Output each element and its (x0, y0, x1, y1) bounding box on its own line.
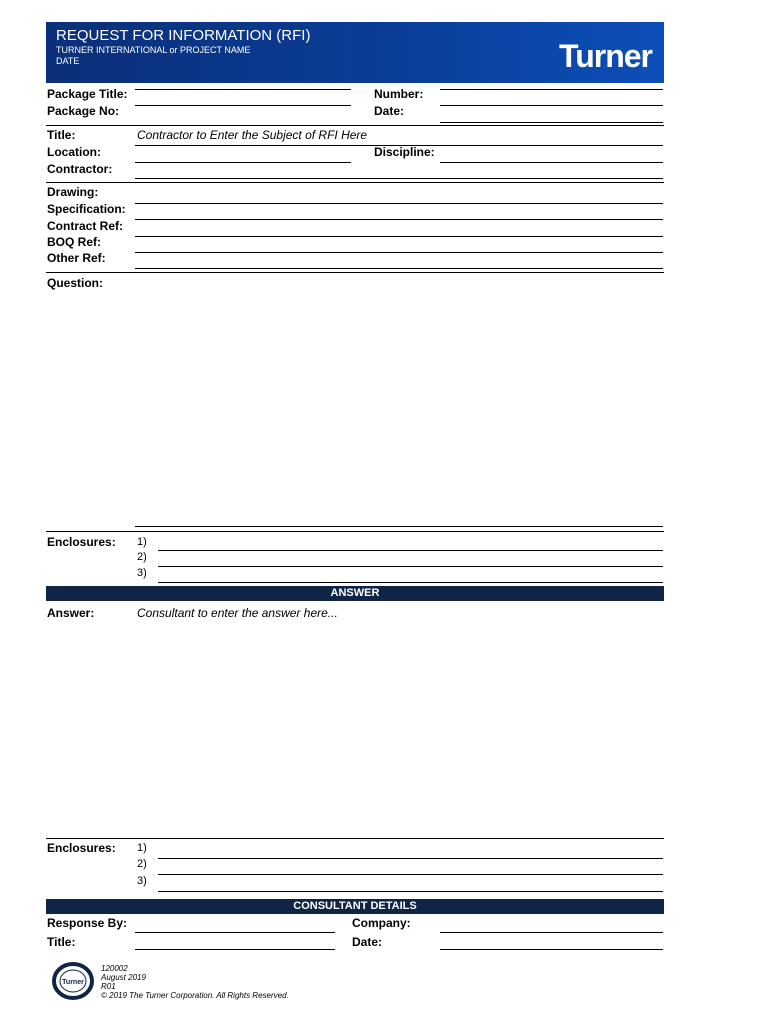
enclosure-1-field[interactable] (158, 550, 663, 551)
header-date: DATE (56, 56, 80, 66)
seal-text: Turner (62, 979, 84, 986)
package-no-label: Package No: (47, 104, 120, 118)
answer-area[interactable] (135, 622, 663, 834)
number-label: Number: (374, 87, 424, 101)
boq-ref-label: BOQ Ref: (47, 235, 101, 249)
answer-enclosure-3-number: 3) (137, 875, 147, 887)
contractor-field[interactable] (135, 178, 663, 179)
enclosure-3-number: 3) (137, 567, 147, 579)
location-label: Location: (47, 145, 101, 159)
consultant-date-label: Date: (352, 935, 383, 949)
company-field[interactable] (440, 932, 663, 933)
other-ref-label: Other Ref: (47, 251, 106, 265)
drawing-label: Drawing: (47, 185, 99, 199)
discipline-field[interactable] (440, 162, 663, 163)
answer-enclosure-2-field[interactable] (158, 874, 663, 875)
form-code: 120002 (101, 964, 128, 973)
specification-field[interactable] (135, 219, 663, 220)
answer-enclosure-1-number: 1) (137, 842, 147, 854)
answer-enclosure-1-field[interactable] (158, 858, 663, 859)
project-name: TURNER INTERNATIONAL or PROJECT NAME (56, 45, 251, 55)
question-label: Question: (47, 276, 103, 290)
consultant-date-field[interactable] (440, 949, 663, 950)
consultant-section-bar: CONSULTANT DETAILS (46, 899, 664, 914)
drawing-field[interactable] (135, 203, 663, 204)
boq-ref-field[interactable] (135, 252, 663, 253)
divider (46, 182, 664, 183)
number-field[interactable] (440, 89, 663, 90)
date-field-underline (440, 122, 663, 123)
response-by-label: Response By: (47, 916, 128, 930)
contractor-label: Contractor: (47, 162, 113, 176)
form-title: REQUEST FOR INFORMATION (RFI) (56, 27, 311, 44)
date-label: Date: (374, 104, 405, 118)
footer-info (101, 964, 289, 1000)
divider (46, 838, 664, 839)
consultant-title-field[interactable] (135, 949, 335, 950)
divider (46, 125, 664, 126)
package-title-field[interactable] (135, 89, 351, 90)
answer-label: Answer: (47, 606, 95, 620)
enclosures-label: Enclosures: (47, 535, 116, 549)
package-title-label: Package Title: (47, 87, 128, 101)
question-area[interactable] (135, 290, 663, 524)
package-no-field[interactable] (135, 105, 351, 106)
turner-seal-icon (52, 962, 94, 1000)
location-field[interactable] (135, 162, 351, 163)
form-revision: R01 (101, 982, 116, 991)
answer-enclosures-label: Enclosures: (47, 841, 116, 855)
answer-enclosure-2-number: 2) (137, 858, 147, 870)
enclosure-2-number: 2) (137, 551, 147, 563)
answer-enclosure-3-field[interactable] (158, 891, 663, 892)
contract-ref-field[interactable] (135, 236, 663, 237)
discipline-label: Discipline: (374, 145, 435, 159)
company-label: Company: (352, 916, 411, 930)
enclosure-3-field[interactable] (158, 582, 663, 583)
copyright: © 2019 The Turner Corporation. All Rights Reserved. (101, 991, 289, 1000)
question-underline (135, 526, 663, 527)
divider (46, 272, 664, 273)
turner-logo: Turner (559, 38, 652, 74)
consultant-title-label: Title: (47, 935, 76, 949)
enclosure-2-field[interactable] (158, 566, 663, 567)
divider (46, 531, 664, 532)
answer-value[interactable]: Consultant to enter the answer here... (137, 606, 338, 620)
specification-label: Specification: (47, 202, 126, 216)
contract-ref-label: Contract Ref: (47, 219, 124, 233)
title-value[interactable]: Contractor to Enter the Subject of RFI Here (137, 128, 368, 142)
enclosure-1-number: 1) (137, 536, 147, 548)
answer-section-bar: ANSWER (46, 586, 664, 601)
title-label: Title: (47, 128, 76, 142)
other-ref-field[interactable] (135, 268, 663, 269)
form-month: August 2019 (101, 973, 146, 982)
form-header (46, 22, 664, 83)
date-field[interactable] (440, 105, 663, 106)
response-by-field[interactable] (135, 932, 335, 933)
